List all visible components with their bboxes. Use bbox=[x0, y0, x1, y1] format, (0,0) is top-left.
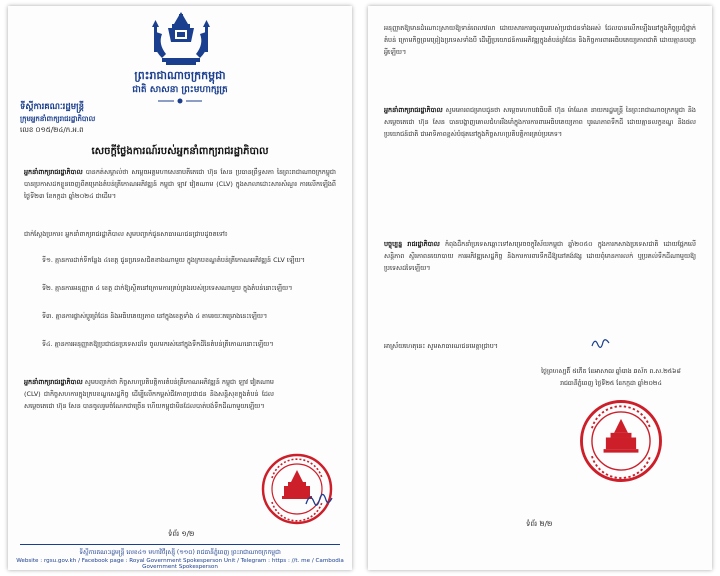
royal-crest-logo bbox=[148, 12, 214, 68]
list-item bbox=[42, 282, 334, 294]
paragraph-3-lead: បច្ចុប្បន្ន រាជរដ្ឋាភិបាល bbox=[384, 240, 440, 248]
handwritten-signature bbox=[304, 490, 334, 508]
list-item-text: គ្មានការអនុញ្ញាតឱ្យប្រជាជនប្រទេសដទៃ ចូលមករស់នៅក្នុងទឹកដីនៃតំបន់ត្រីកោណនោះឡើយ។ bbox=[54, 340, 274, 348]
ornament-divider bbox=[158, 98, 202, 104]
closing-line: អាស្រ័យហេតុនេះ សូមសាធារណជនមេត្តាជ្រាប។ bbox=[384, 342, 498, 350]
issuing-office: ទីស្ដីការគណៈរដ្ឋមន្ត្រី bbox=[20, 102, 85, 112]
document-title: សេចក្ដីថ្លែងការណ៍របស់អ្នកនាំពាក្យរាជរដ្ឋាភិបាល bbox=[91, 146, 269, 157]
closing-lead: អ្នកនាំពាក្យរាជរដ្ឋាភិបាល bbox=[24, 378, 83, 386]
intro-paragraph bbox=[24, 166, 336, 202]
official-seal-stamp bbox=[260, 452, 334, 526]
date-line-gregorian: រាជធានីភ្នំពេញ ថ្ងៃទី២៥ ខែកក្កដា ឆ្នាំ២០២៤ bbox=[560, 380, 662, 387]
initials-signature bbox=[590, 336, 612, 350]
footer-links: Website : rgsu.gov.kh / Facebook page : Royal Government Spokesperson Unit / Telegram : https : //t. me / Cambodia Government Spokesperson bbox=[16, 558, 344, 570]
list-item bbox=[42, 254, 334, 266]
list-item-number: ទី៣. bbox=[42, 312, 54, 320]
paragraph-2-text: សូមគោរពជម្រាបជូនថា សម្ដេចមហាបវរធិបតី ហ៊ុន ម៉ាណែត នាយករដ្ឋមន្ត្រី នៃព្រះរាជាណាចក្រកម្ពុជា និងសម្ដេចតេជោ ហ៊ុន សែន បានបង្ហាញគោលជំហររឹងមាំក្នុងការការពារអធិបតេយ្យភាព បូរណភាពទឹកដី ដោយគ្មានលក្ខខណ្ឌ និងផលប្រយោជន៍ជាតិ ជាអាទិភាពខ្ពស់បំផុតនៅក្នុងកិច្ចសហប្រតិបត្តិការគ្រប់ប្រភេទ។ bbox=[384, 106, 696, 138]
list-item-text: គ្មានការដាក់ទីកន្លែង ៤ខេត្ត ជូនប្រទេសជិតខាងណាមួយ ក្នុងក្របខណ្ឌតំបន់ត្រីកោណអភិវឌ្ឍន៍ CLV ឡើយ។ bbox=[54, 256, 305, 264]
intro-lead: អ្នកនាំពាក្យរាជរដ្ឋាភិបាល bbox=[24, 168, 83, 176]
date-line-lunar: ថ្ងៃព្រហស្បតិ៍ ៥កើត ខែអាសាឍ ឆ្នាំរោង ឆស័ក ព.ស.២៥៦៨ bbox=[541, 368, 681, 375]
closing-paragraph bbox=[24, 376, 274, 412]
footer-divider bbox=[20, 544, 340, 545]
document-page-2 bbox=[368, 6, 712, 570]
list-item-number: ទី៤. bbox=[42, 340, 53, 348]
list-item bbox=[42, 338, 334, 350]
document-page-1 bbox=[8, 6, 352, 570]
list-item-number: ទី១. bbox=[42, 256, 53, 264]
list-item-text: គ្មានការផ្លាស់ប្ដូរព្រំដែន និងអធិបតេយ្យភាព នៅក្នុងខេត្តទាំង ៤ តាមរយៈគម្រោងនេះឡើយ។ bbox=[55, 312, 268, 320]
list-heading: ជាក់ស្ដែងប្រការ៖ អ្នកនាំពាក្យរាជរដ្ឋាភិបាល សូមបញ្ជាក់ជូនសាធារណជនជ្រាបដូចតទៅ៖ bbox=[24, 230, 228, 238]
reference-number: លេខ ០១៥/២៤/ក.អ.ព bbox=[20, 126, 84, 134]
closing-text: សូមបញ្ជាក់ថា កិច្ចសហប្រតិបត្តិការតំបន់ត្រីកោណអភិវឌ្ឍន៍ កម្ពុជា ឡាវ វៀតណាម (CLV) ជាកិច្ចសហការក្នុងក្របខណ្ឌសេដ្ឋកិច្ច ដើម្បីលើកកម្ពស់ជីវភាពប្រជាជន និងសន្តិសុខក្នុងតំបន់ ដែលសម្ដេចតេជោ ហ៊ុន សែន បានចូលរួមចំណែកជាច្រើន ហើយកម្ពុជាមិនដែលបាត់បង់ទឹកដីណាមួយឡើយ។ bbox=[24, 378, 274, 410]
list-item-text: គ្មានការអនុញ្ញាត ៤ ខេត្ត ដាក់ឱ្យស្ថិតនៅក្រោមការគ្រប់គ្រងរបស់ប្រទេសណាមួយ ក្នុងតំបន់នោះឡើយ។ bbox=[54, 284, 293, 292]
page-number: ទំព័រ ២/២ bbox=[526, 520, 553, 528]
paragraph-2-lead: អ្នកនាំពាក្យរាជរដ្ឋាភិបាល bbox=[384, 106, 443, 114]
issuing-unit: ក្រុមអ្នកនាំពាក្យរាជរដ្ឋាភិបាល bbox=[20, 114, 96, 123]
list-item bbox=[42, 310, 334, 322]
intro-text: បានកត់សម្គាល់ថា សម្ដេចអគ្គមហាសេនាបតីតេជោ ហ៊ុន សែន ប្រធានព្រឹទ្ធសភា នៃព្រះរាជាណាចក្រកម្ពុជា បានប្រកាសដកខ្លួនចេញពីគម្រោងតំបន់ត្រីកោណអភិវឌ្ឍន៍ កម្ពុជា ឡាវ វៀតណាម (CLV) ក្នុងសាលាដោះសារសំណួរ ការលើកឡើងពីថ្ងៃទី២៣ ខែកក្កដា ឆ្នាំ២០២៤ ជាដើម។ bbox=[24, 168, 336, 200]
national-motto: ជាតិ សាសនា ព្រះមហាក្សត្រ bbox=[132, 85, 228, 95]
list-item-number: ទី២. bbox=[42, 284, 53, 292]
paragraph-2 bbox=[384, 104, 696, 140]
official-seal-stamp bbox=[578, 398, 664, 484]
page-number: ទំព័រ ១/២ bbox=[168, 530, 195, 538]
paragraph-1: អនុញ្ញាតឱ្យមានដំណោះស្រាយឱ្យទាន់ពេលវេលា ដោយសារការចូលរួមរបស់ប្រជាជនទាំងអស់ ដែលបានលើកឡើងនៅក្នុងកិច្ចប្រជុំថ្នាក់តំបន់ ក្រោមកិច្ចព្រមព្រៀងប្រទេសទាំងបី ដើម្បីប្រយោជន៍ការអភិវឌ្ឍក្នុងតំបន់ព្រំដែន និងកិច្ចការពារអធិបតេយ្យភាពជាតិ ដោយគ្មានបញ្ហាអ្វីឡើយ។ bbox=[384, 24, 696, 56]
kingdom-name: ព្រះរាជាណាចក្រកម្ពុជា bbox=[134, 69, 226, 82]
footer-address: ទីស្ដីការគណៈរដ្ឋមន្ត្រី លេខ៤១ មហាវិថីរុស្ស៊ី (១១០) រាជធានីភ្នំពេញ ព្រះរាជាណាចក្រកម្ពុជា bbox=[79, 549, 281, 556]
paragraph-3-text: កំពុងដឹកនាំប្រទេសឆ្ពោះទៅសម្រេចចក្ខុវិស័យកម្ពុជា ឆ្នាំ២០៥០ ក្នុងការកសាងប្រទេសជាតិ ដោយផ្អែកលើសន្តិភាព ស្ថិរភាពនយោបាយ ការអភិវឌ្ឍសេដ្ឋកិច្ច និងការការពារទឹកដីឱ្យនៅគង់វង្ស ដោយពុំមានការលក់ ឬប្រគល់ទឹកដីណាមួយឱ្យប្រទេសដទៃឡើយ។ bbox=[384, 240, 696, 272]
paragraph-3 bbox=[384, 238, 696, 274]
